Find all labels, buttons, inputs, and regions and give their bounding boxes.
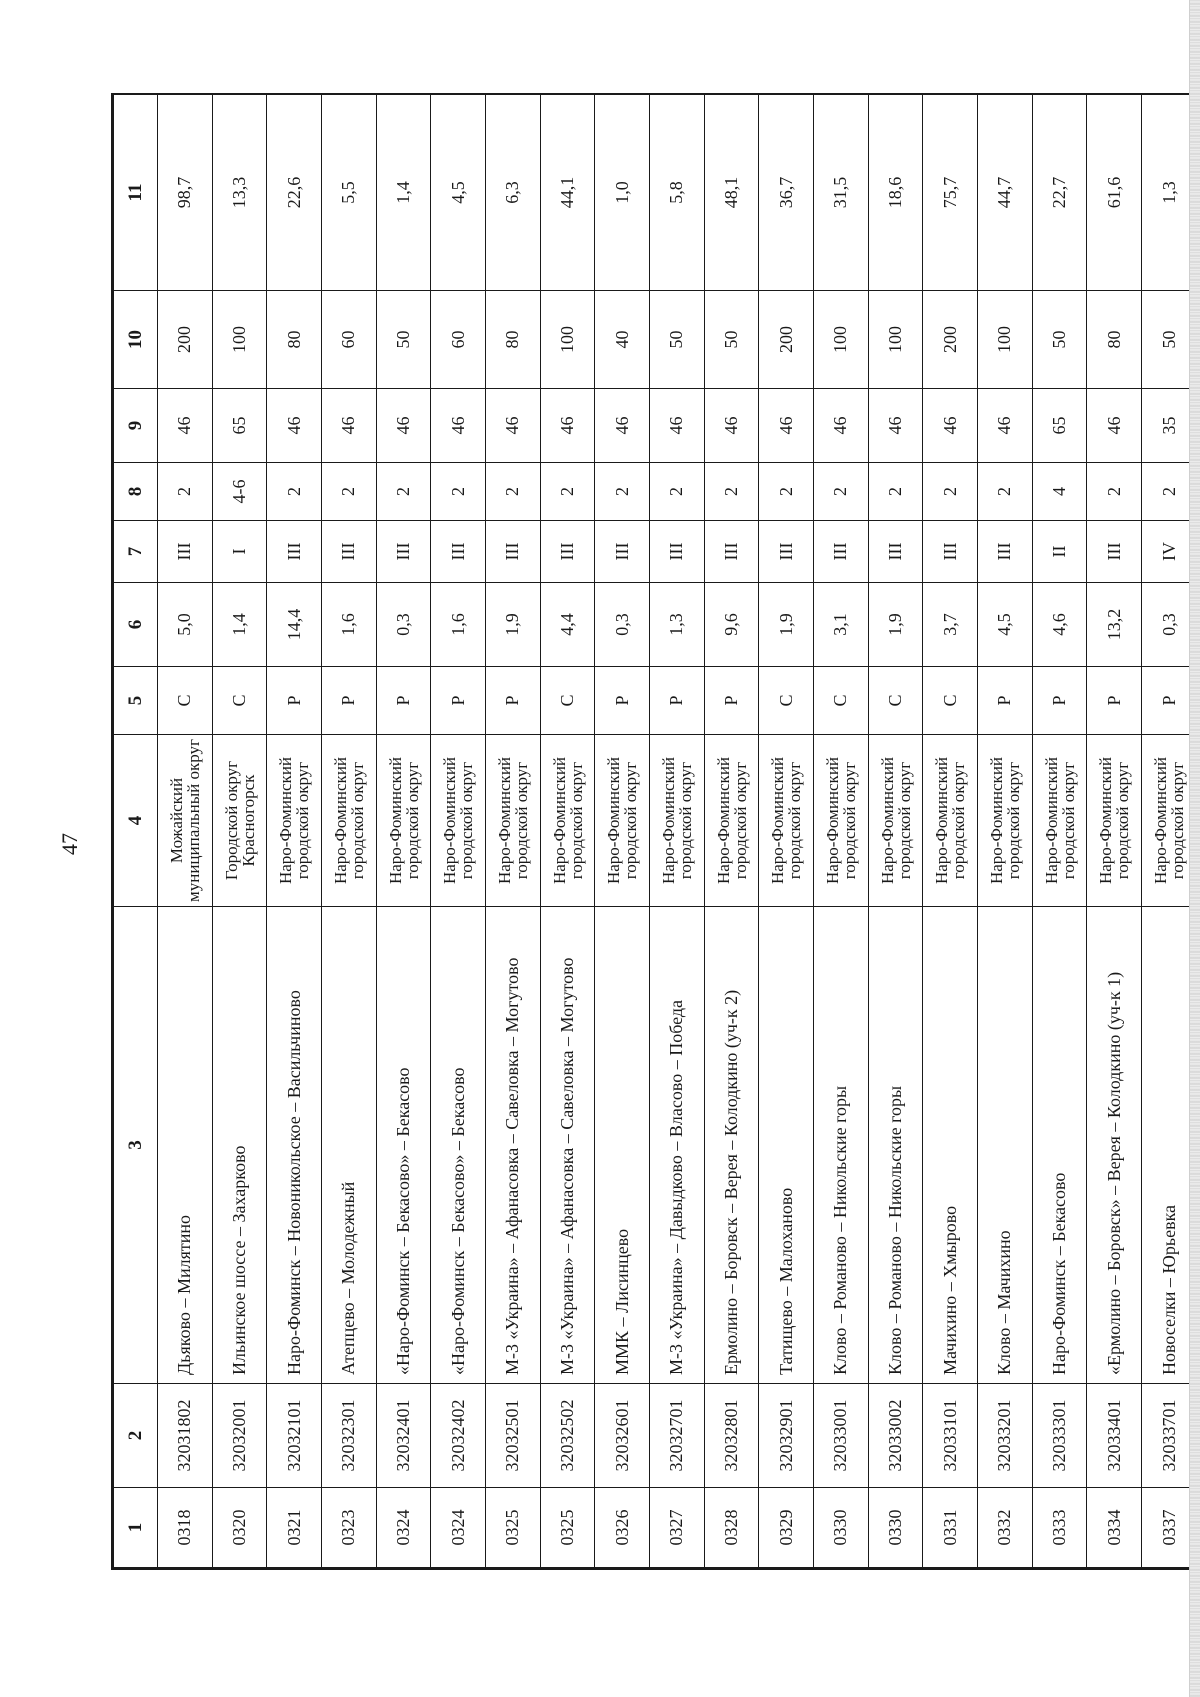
road-name-cell: Мачихино – Хмырово [923,907,978,1384]
total-cell: 48,1 [704,95,759,291]
road-name-cell: ММК – Лисинцево [595,907,650,1384]
category-cell: III [650,521,705,583]
length-cell: 1,6 [431,583,486,667]
road-name-cell: Татищево – Малоханово [759,907,814,1384]
width-cell: 46 [158,389,213,463]
value-cell: 100 [540,291,595,389]
length-cell: 5,0 [158,583,213,667]
row-number-cell: 0328 [704,1488,759,1568]
column-header: 3 [114,907,158,1384]
rotated-table-container [113,95,1197,1568]
code-cell: 32032801 [704,1384,759,1488]
total-cell: 1,4 [376,95,431,291]
total-cell: 5,5 [322,95,377,291]
code-cell: 32032101 [267,1384,322,1488]
lanes-cell: 2 [1142,463,1197,521]
length-cell: 4,4 [540,583,595,667]
row-number-cell: 0324 [431,1488,486,1568]
row-number-cell: 0331 [923,1488,978,1568]
table-row [814,95,869,1568]
row-number-cell: 0320 [212,1488,267,1568]
type-cell: Р [704,667,759,735]
road-table-frame [111,93,1199,1570]
municipality-cell: Наро-Фоминский городской округ [595,735,650,907]
category-cell: III [540,521,595,583]
municipality-cell: Наро-Фоминский городской округ [923,735,978,907]
row-number-cell: 0324 [376,1488,431,1568]
column-header: 4 [114,735,158,907]
code-cell: 32032301 [322,1384,377,1488]
width-cell: 65 [1032,389,1087,463]
row-number-cell: 0333 [1032,1488,1087,1568]
type-cell: С [814,667,869,735]
municipality-cell: Наро-Фоминский городской округ [267,735,322,907]
lanes-cell: 2 [978,463,1033,521]
total-cell: 44,7 [978,95,1033,291]
column-header: 9 [114,389,158,463]
municipality-cell: Наро-Фоминский городской округ [322,735,377,907]
type-cell: Р [1142,667,1197,735]
category-cell: III [1087,521,1142,583]
type-cell: Р [322,667,377,735]
column-header: 7 [114,521,158,583]
category-cell: III [759,521,814,583]
total-cell: 1,0 [595,95,650,291]
row-number-cell: 0325 [540,1488,595,1568]
page-number: 47 [57,833,82,855]
lanes-cell: 2 [595,463,650,521]
category-cell: II [1032,521,1087,583]
type-cell: Р [267,667,322,735]
lanes-cell: 2 [431,463,486,521]
table-row [486,95,541,1568]
total-cell: 18,6 [868,95,923,291]
municipality-cell: Можайский муниципальный округ [158,735,213,907]
table-row [759,95,814,1568]
road-name-cell: «Ермолино – Боровск» – Верея – Колодкино (уч-к 1) [1087,907,1142,1384]
row-number-cell: 0326 [595,1488,650,1568]
lanes-cell: 2 [704,463,759,521]
category-cell: III [868,521,923,583]
road-name-cell: Наро-Фоминск – Бекасово [1032,907,1087,1384]
row-number-cell: 0323 [322,1488,377,1568]
municipality-cell: Наро-Фоминский городской округ [704,735,759,907]
municipality-cell: Наро-Фоминский городской округ [650,735,705,907]
value-cell: 100 [814,291,869,389]
type-cell: С [868,667,923,735]
code-cell: 32033401 [1087,1384,1142,1488]
category-cell: III [376,521,431,583]
width-cell: 46 [868,389,923,463]
value-cell: 60 [322,291,377,389]
length-cell: 9,6 [704,583,759,667]
table-row [267,95,322,1568]
category-cell: IV [1142,521,1197,583]
municipality-cell: Наро-Фоминский городской округ [1142,735,1197,907]
road-name-cell: Клово – Романово – Никольские горы [814,907,869,1384]
lanes-cell: 2 [322,463,377,521]
length-cell: 0,3 [376,583,431,667]
width-cell: 46 [486,389,541,463]
table-row [158,95,213,1568]
value-cell: 80 [486,291,541,389]
lanes-cell: 2 [814,463,869,521]
row-number-cell: 0330 [868,1488,923,1568]
total-cell: 44,1 [540,95,595,291]
road-name-cell: Клово – Мачихино [978,907,1033,1384]
length-cell: 1,3 [650,583,705,667]
code-cell: 32032502 [540,1384,595,1488]
lanes-cell: 2 [923,463,978,521]
length-cell: 4,5 [978,583,1033,667]
length-cell: 0,3 [1142,583,1197,667]
road-name-cell: Клово – Романово – Никольские горы [868,907,923,1384]
width-cell: 46 [1087,389,1142,463]
category-cell: III [486,521,541,583]
type-cell: Р [376,667,431,735]
table-row [431,95,486,1568]
length-cell: 0,3 [595,583,650,667]
width-cell: 46 [376,389,431,463]
table-row [376,95,431,1568]
road-table [113,94,1197,1568]
length-cell: 1,9 [486,583,541,667]
code-cell: 32033002 [868,1384,923,1488]
municipality-cell: Наро-Фоминский городской округ [486,735,541,907]
table-body [158,95,1197,1568]
total-cell: 22,6 [267,95,322,291]
road-name-cell: М-3 «Украина» – Давыдково – Власово – Победа [650,907,705,1384]
row-number-cell: 0337 [1142,1488,1197,1568]
table-row [650,95,705,1568]
category-cell: III [814,521,869,583]
road-name-cell: «Наро-Фоминск – Бекасово» – Бекасово [431,907,486,1384]
length-cell: 3,1 [814,583,869,667]
code-cell: 32033201 [978,1384,1033,1488]
lanes-cell: 2 [376,463,431,521]
municipality-cell: Наро-Фоминский городской округ [431,735,486,907]
code-cell: 32033101 [923,1384,978,1488]
value-cell: 200 [759,291,814,389]
value-cell: 50 [376,291,431,389]
length-cell: 4,6 [1032,583,1087,667]
total-cell: 13,3 [212,95,267,291]
width-cell: 46 [978,389,1033,463]
width-cell: 46 [267,389,322,463]
width-cell: 35 [1142,389,1197,463]
municipality-cell: Наро-Фоминский городской округ [540,735,595,907]
type-cell: С [759,667,814,735]
value-cell: 50 [650,291,705,389]
row-number-cell: 0321 [267,1488,322,1568]
municipality-cell: Наро-Фоминский городской округ [1087,735,1142,907]
type-cell: С [158,667,213,735]
category-cell: III [158,521,213,583]
value-cell: 200 [923,291,978,389]
table-row [595,95,650,1568]
category-cell: III [431,521,486,583]
category-cell: I [212,521,267,583]
code-cell: 32032501 [486,1384,541,1488]
value-cell: 80 [267,291,322,389]
length-cell: 1,9 [759,583,814,667]
row-number-cell: 0330 [814,1488,869,1568]
total-cell: 22,7 [1032,95,1087,291]
table-row [1087,95,1142,1568]
lanes-cell: 2 [650,463,705,521]
total-cell: 4,5 [431,95,486,291]
road-name-cell: Ермолино – Боровск – Верея – Колодкино (уч-к 2) [704,907,759,1384]
width-cell: 46 [650,389,705,463]
row-number-cell: 0334 [1087,1488,1142,1568]
municipality-cell: Наро-Фоминский городской округ [759,735,814,907]
lanes-cell: 4 [1032,463,1087,521]
municipality-cell: Наро-Фоминский городской округ [814,735,869,907]
table-header-row [114,95,158,1568]
road-name-cell: Наро-Фоминск – Новоникольское – Васильчиново [267,907,322,1384]
value-cell: 200 [158,291,213,389]
value-cell: 80 [1087,291,1142,389]
total-cell: 36,7 [759,95,814,291]
total-cell: 31,5 [814,95,869,291]
column-header: 6 [114,583,158,667]
length-cell: 13,2 [1087,583,1142,667]
row-number-cell: 0325 [486,1488,541,1568]
length-cell: 1,6 [322,583,377,667]
column-header: 5 [114,667,158,735]
type-cell: Р [1087,667,1142,735]
column-header: 11 [114,95,158,291]
road-name-cell: Дьяково – Милятино [158,907,213,1384]
column-header: 10 [114,291,158,389]
code-cell: 32032601 [595,1384,650,1488]
total-cell: 1,3 [1142,95,1197,291]
category-cell: III [267,521,322,583]
code-cell: 32032402 [431,1384,486,1488]
municipality-cell: Наро-Фоминский городской округ [978,735,1033,907]
municipality-cell: Наро-Фоминский городской округ [868,735,923,907]
row-number-cell: 0327 [650,1488,705,1568]
code-cell: 32033301 [1032,1384,1087,1488]
length-cell: 14,4 [267,583,322,667]
municipality-cell: Наро-Фоминский городской округ [376,735,431,907]
category-cell: III [923,521,978,583]
width-cell: 46 [540,389,595,463]
type-cell: Р [486,667,541,735]
value-cell: 50 [704,291,759,389]
length-cell: 3,7 [923,583,978,667]
road-name-cell: Ильинское шоссе – Захарково [212,907,267,1384]
column-header: 8 [114,463,158,521]
width-cell: 65 [212,389,267,463]
value-cell: 50 [1142,291,1197,389]
value-cell: 100 [212,291,267,389]
code-cell: 32032001 [212,1384,267,1488]
column-header: 1 [114,1488,158,1568]
total-cell: 98,7 [158,95,213,291]
total-cell: 6,3 [486,95,541,291]
table-row [1032,95,1087,1568]
type-cell: Р [650,667,705,735]
code-cell: 32032401 [376,1384,431,1488]
category-cell: III [704,521,759,583]
type-cell: С [540,667,595,735]
lanes-cell: 2 [540,463,595,521]
road-name-cell: Атепцево – Молодежный [322,907,377,1384]
total-cell: 61,6 [1087,95,1142,291]
lanes-cell: 2 [868,463,923,521]
total-cell: 5,8 [650,95,705,291]
value-cell: 60 [431,291,486,389]
code-cell: 32033001 [814,1384,869,1488]
width-cell: 46 [759,389,814,463]
category-cell: III [322,521,377,583]
row-number-cell: 0329 [759,1488,814,1568]
row-number-cell: 0318 [158,1488,213,1568]
lanes-cell: 2 [267,463,322,521]
type-cell: С [212,667,267,735]
road-name-cell: Новоселки – Юрьевка [1142,907,1197,1384]
municipality-cell: Наро-Фоминский городской округ [1032,735,1087,907]
column-header: 2 [114,1384,158,1488]
table-row [540,95,595,1568]
category-cell: III [595,521,650,583]
width-cell: 46 [431,389,486,463]
code-cell: 32031802 [158,1384,213,1488]
lanes-cell: 2 [1087,463,1142,521]
width-cell: 46 [923,389,978,463]
table-row [923,95,978,1568]
lanes-cell: 2 [759,463,814,521]
lanes-cell: 4-6 [212,463,267,521]
road-name-cell: «Наро-Фоминск – Бекасово» – Бекасово [376,907,431,1384]
width-cell: 46 [595,389,650,463]
code-cell: 32033701 [1142,1384,1197,1488]
table-row [868,95,923,1568]
table-row [212,95,267,1568]
type-cell: Р [431,667,486,735]
value-cell: 50 [1032,291,1087,389]
type-cell: С [923,667,978,735]
value-cell: 40 [595,291,650,389]
category-cell: III [978,521,1033,583]
value-cell: 100 [978,291,1033,389]
type-cell: Р [978,667,1033,735]
length-cell: 1,4 [212,583,267,667]
lanes-cell: 2 [486,463,541,521]
type-cell: Р [595,667,650,735]
scan-edge-strip [1189,0,1200,1697]
width-cell: 46 [322,389,377,463]
road-name-cell: М-3 «Украина» – Афанасовка – Савеловка – Могутово [540,907,595,1384]
length-cell: 1,9 [868,583,923,667]
road-name-cell: М-3 «Украина» – Афанасовка – Савеловка – Могутово [486,907,541,1384]
width-cell: 46 [704,389,759,463]
value-cell: 100 [868,291,923,389]
type-cell: Р [1032,667,1087,735]
table-row [978,95,1033,1568]
row-number-cell: 0332 [978,1488,1033,1568]
lanes-cell: 2 [158,463,213,521]
total-cell: 75,7 [923,95,978,291]
table-row [322,95,377,1568]
code-cell: 32032701 [650,1384,705,1488]
table-row [704,95,759,1568]
code-cell: 32032901 [759,1384,814,1488]
width-cell: 46 [814,389,869,463]
municipality-cell: Городской округ Красногорск [212,735,267,907]
